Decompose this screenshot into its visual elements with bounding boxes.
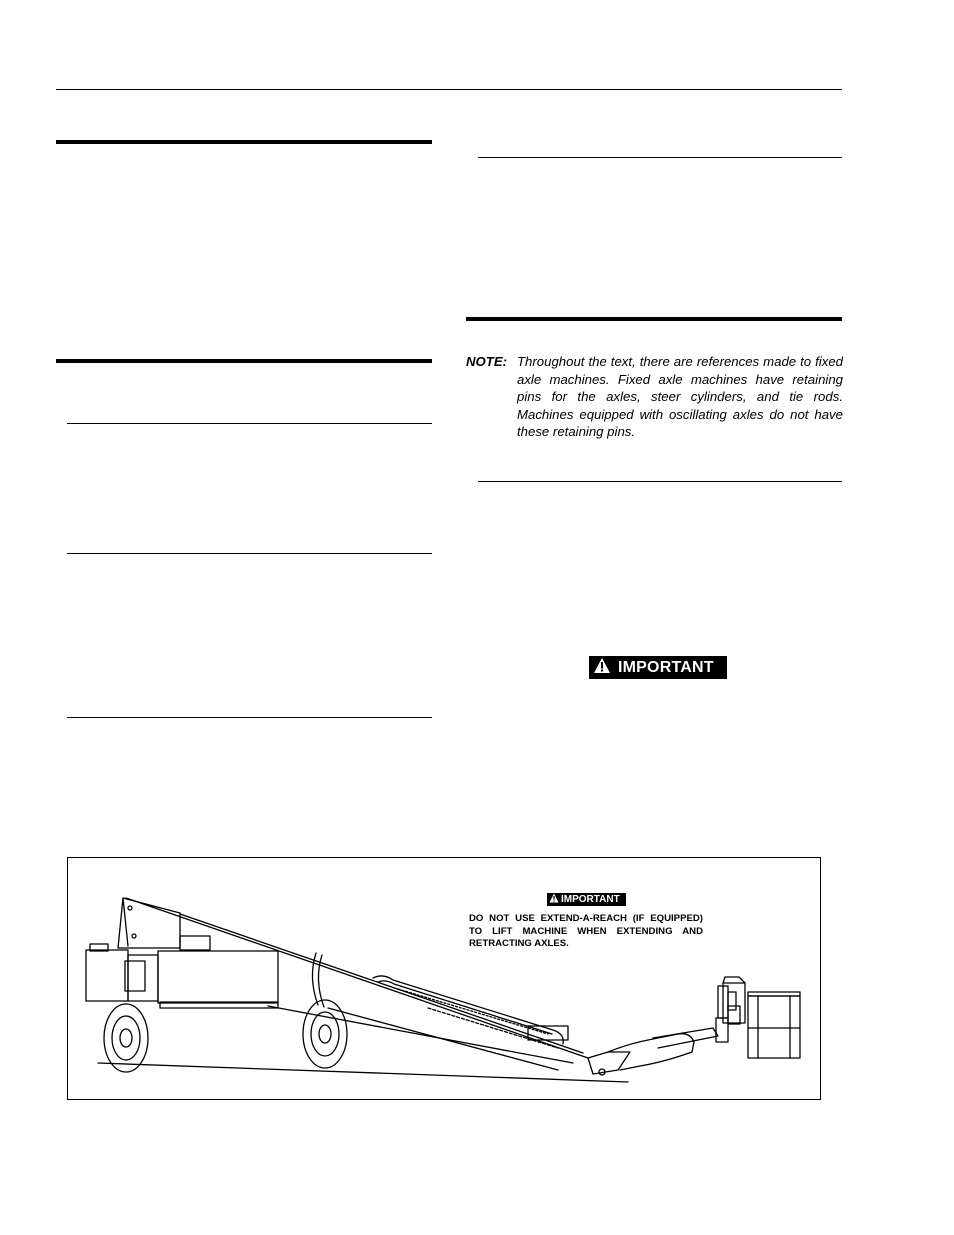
- warning-triangle-icon: [593, 657, 611, 679]
- subsection-rule: [67, 553, 432, 554]
- section-rule-thick: [466, 317, 842, 321]
- machine-figure: [67, 857, 821, 1100]
- note-text: Throughout the text, there are references made to fixed axle machines. Fixed axle machines have retaining pins for the axles, steer cylinders, and tie rods. Machines equipped with oscillating axles do not have these retaining pins.: [517, 354, 843, 440]
- boom-lift-illustration: [68, 858, 822, 1101]
- subsection-rule: [67, 717, 432, 718]
- figure-important-badge: [547, 893, 626, 906]
- figure-warning-text: DO NOT USE EXTEND-A-REACH (IF EQUIPPED) TO LIFT MACHINE WHEN EXTENDING AND RETRACTING AXLES.: [469, 913, 703, 949]
- page-header-rule: [56, 89, 842, 90]
- note-label: NOTE:: [466, 354, 508, 369]
- section-rule-thick: [56, 140, 432, 144]
- figure-important-label: IMPORTANT: [561, 894, 620, 905]
- important-badge-label: IMPORTANT: [618, 658, 714, 676]
- section-rule-thick: [56, 359, 432, 363]
- subsection-rule: [478, 157, 842, 158]
- subsection-rule: [67, 423, 432, 424]
- important-badge: [589, 656, 727, 679]
- warning-triangle-icon: [549, 893, 559, 906]
- subsection-rule: [478, 481, 842, 482]
